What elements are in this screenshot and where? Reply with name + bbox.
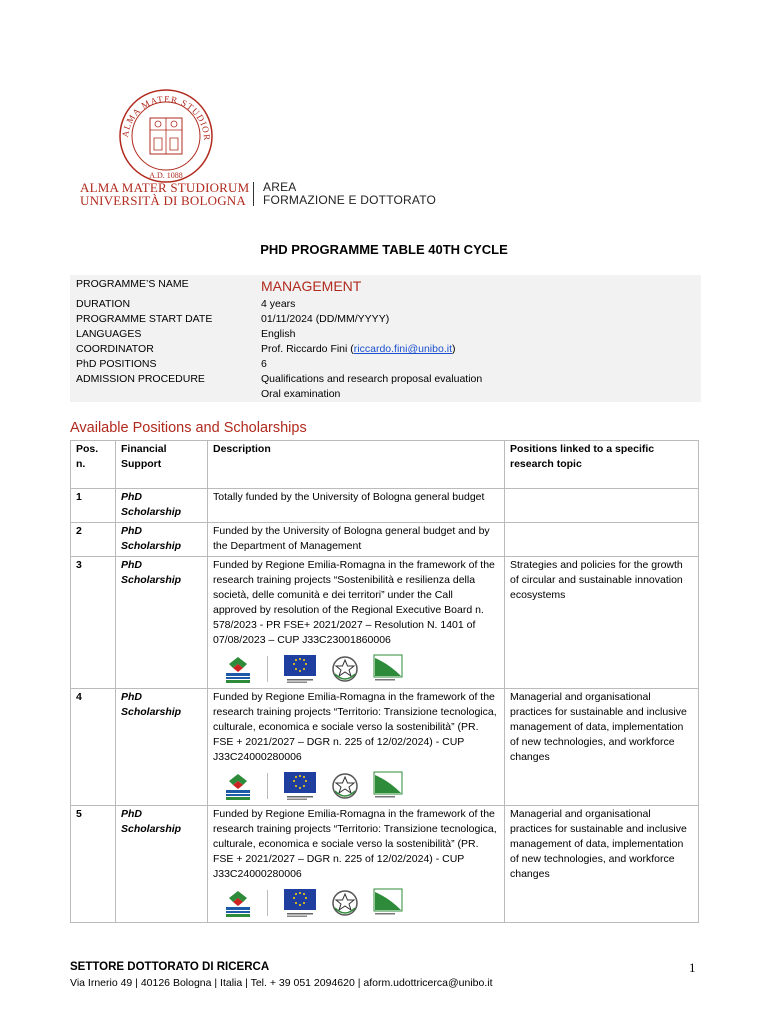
info-label: DURATION — [76, 298, 131, 310]
university-name-line1: ALMA MATER STUDIORUM — [80, 180, 250, 195]
header-topic: Positions linked to a specific research topic — [505, 441, 699, 489]
divider-line — [267, 890, 269, 916]
row-pos: 4 — [71, 689, 116, 806]
info-value — [259, 342, 701, 357]
area-line2: FORMAZIONE E DOTTORATO — [263, 193, 437, 207]
row-support: PhD Scholarship — [116, 523, 208, 557]
svg-text:ALMA MATER STUDIORUM: ALMA MATER STUDIOR — [119, 93, 213, 142]
info-row-languages — [70, 327, 701, 342]
row-topic — [505, 523, 699, 557]
info-label: ADMISSION PROCEDURE — [76, 373, 205, 385]
table-row — [71, 689, 699, 806]
footer-address: Via Irnerio 49 | 40126 Bologna | Italia | Tel. + 39 051 2094620 | aform.udottricerca@unibo.it — [70, 977, 493, 989]
table-header-row — [71, 441, 699, 489]
coesione-italia-logo — [223, 654, 253, 684]
admission-value-2: Oral examination — [261, 388, 341, 400]
row-description: Funded by Regione Emilia-Romagna in the framework of the research training projects “Territorio: Transizione tecnologica, culturale, economica e sociale verso la sostenibilità” (PR. FSE + 2021/2027 – DGR n. 225 of 12/02/2024) - CUP J33C24000280006 — [213, 691, 497, 763]
info-value: 01/11/2024 (DD/MM/YYYY) — [261, 313, 390, 325]
document-title: PHD PROGRAMME TABLE 40TH CYCLE — [260, 242, 508, 257]
funding-logos — [223, 771, 499, 801]
coesione-italia-logo — [223, 771, 253, 801]
row-pos: 2 — [71, 523, 116, 557]
row-support: PhD Scholarship — [116, 489, 208, 523]
divider-line — [267, 773, 269, 799]
info-value: 4 years — [261, 298, 296, 310]
section-title: Available Positions and Scholarships — [70, 420, 307, 436]
info-row-positions — [70, 357, 701, 372]
area-name — [263, 181, 436, 207]
info-row-start — [70, 312, 701, 327]
row-description: Totally funded by the University of Bologna general budget — [208, 489, 505, 523]
row-pos: 5 — [71, 806, 116, 923]
programme-info-table — [70, 275, 701, 402]
info-label: LANGUAGES — [76, 328, 142, 340]
row-description: Funded by the University of Bologna general budget and by the Department of Management — [208, 523, 505, 557]
divider-line — [267, 656, 269, 682]
header-pos: Pos. n. — [71, 441, 116, 489]
programme-name-value: MANAGEMENT — [261, 278, 362, 294]
table-row — [71, 557, 699, 689]
funding-logos — [223, 654, 499, 684]
svg-text:A.D. 1088: A.D. 1088 — [149, 171, 183, 180]
italian-republic-emblem — [331, 771, 359, 801]
info-row-duration — [70, 297, 701, 312]
info-row-admission — [70, 372, 701, 402]
coesione-italia-logo — [223, 888, 253, 918]
admission-value-1: Qualifications and research proposal evaluation — [261, 373, 483, 385]
row-description-cell — [208, 557, 505, 689]
emilia-romagna-logo — [373, 654, 405, 684]
header-description: Description — [208, 441, 505, 489]
row-description: Funded by Regione Emilia-Romagna in the framework of the research training projects “Sostenibilità e resilienza della società, delle comunità e dei territori” under the Call approved by resolution of the Regional Executive Board n. 578/2023 - PR FSE+ 2021/2027 – Resolution N. 1401 of 07/08/2023 – CUP J33C23001860006 — [213, 559, 495, 646]
page-number: 1 — [689, 960, 696, 975]
university-seal-logo — [118, 88, 214, 184]
row-description-cell — [208, 806, 505, 923]
row-topic: Managerial and organisational practices for sustainable and inclusive management of data, implementation of new technologies, and workforce changes — [505, 689, 699, 806]
info-label: PhD POSITIONS — [76, 358, 157, 370]
coordinator-email-link[interactable]: riccardo.fini@unibo.it — [353, 343, 452, 355]
info-label: PROGRAMME START DATE — [76, 313, 213, 325]
info-value: 6 — [261, 358, 267, 370]
italian-republic-emblem — [331, 654, 359, 684]
info-row-coordinator — [70, 342, 701, 357]
positions-table — [70, 440, 699, 923]
header-divider — [253, 182, 254, 206]
table-row — [71, 806, 699, 923]
row-pos: 1 — [71, 489, 116, 523]
funding-logos — [223, 888, 499, 918]
row-description: Funded by Regione Emilia-Romagna in the framework of the research training projects “Territorio: Transizione tecnologica, culturale, economica e sociale verso la sostenibilità” (PR. FSE + 2021/2027 – DGR n. 225 of 12/02/2024) - CUP J33C24000280006 — [213, 808, 497, 880]
header-support: Financial Support — [116, 441, 208, 489]
row-support: PhD Scholarship — [116, 689, 208, 806]
row-topic — [505, 489, 699, 523]
university-name — [80, 181, 249, 207]
eu-flag-logo — [283, 771, 317, 801]
table-row — [71, 489, 699, 523]
row-support: PhD Scholarship — [116, 806, 208, 923]
coordinator-name: Prof. Riccardo Fini ( — [261, 343, 354, 355]
info-label: PROGRAMME’S NAME — [76, 278, 189, 290]
row-topic: Strategies and policies for the growth of circular and sustainable innovation ecosystems — [505, 557, 699, 689]
row-description-cell — [208, 689, 505, 806]
info-row-name — [70, 275, 701, 297]
info-label: COORDINATOR — [76, 343, 154, 355]
coordinator-suffix: ) — [451, 343, 456, 355]
area-line1: AREA — [263, 180, 297, 194]
university-name-line2: UNIVERSITÀ DI BOLOGNA — [80, 193, 246, 208]
emilia-romagna-logo — [373, 888, 405, 918]
eu-flag-logo — [283, 888, 317, 918]
italian-republic-emblem — [331, 888, 359, 918]
row-pos: 3 — [71, 557, 116, 689]
info-value — [259, 372, 701, 402]
row-support: PhD Scholarship — [116, 557, 208, 689]
emilia-romagna-logo — [373, 771, 405, 801]
info-value: English — [261, 328, 296, 340]
row-topic: Managerial and organisational practices for sustainable and inclusive management of data, implementation of new technologies, and workforce changes — [505, 806, 699, 923]
footer-office: SETTORE DOTTORATO DI RICERCA — [70, 961, 270, 973]
table-row — [71, 523, 699, 557]
eu-flag-logo — [283, 654, 317, 684]
